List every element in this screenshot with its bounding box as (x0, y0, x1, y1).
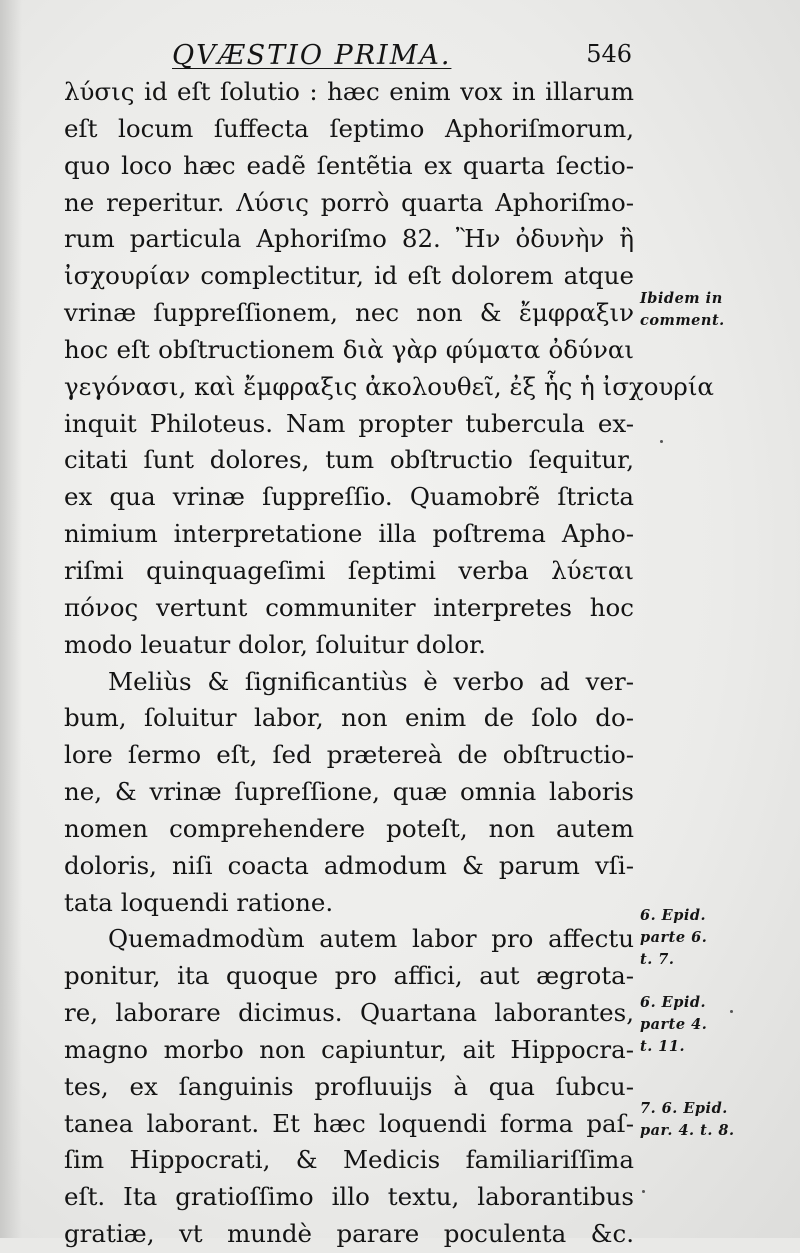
margin-note-line: 6. Epid. (640, 907, 707, 924)
margin-note-line: parte 4. (640, 1016, 708, 1033)
text-line: nimium interpretatione illa poſtrema Apho- (64, 519, 634, 549)
text-line: doloris, niſi coacta admodum & parum vſi- (64, 850, 634, 880)
text-line: tata loquendi ratione. (64, 887, 334, 917)
text-line: eſt. Ita gratioſſimo illo textu, laborantibus (64, 1182, 634, 1212)
text-line: quo loco hæc eadẽ ſentẽtia ex quarta ſectio- (64, 150, 634, 180)
text-line: magno morbo non capiuntur, ait Hippocra- (64, 1034, 634, 1064)
text-line: γεγόνασι, καὶ ἔμφραξις ἀκολουθεῖ, ἐξ ἧς ἡ ἰσχουρία (64, 371, 714, 401)
ink-speck (642, 1190, 645, 1193)
gutter-shadow (0, 0, 22, 1238)
margin-note-line: 6. Epid. (640, 994, 707, 1011)
text-line: vrinæ ſuppreſſionem, nec non & ἔμφραξιν (64, 298, 634, 328)
margin-note-line: 7. 6. Epid. (640, 1100, 728, 1117)
margin-note-line: comment. (640, 312, 725, 329)
margin-note (640, 992, 798, 1058)
text-line: πόνος vertunt communiter interpretes hoc (64, 592, 634, 622)
margin-note-line: t. 7. (640, 951, 675, 968)
paragraph-start-line: Meliùs & ſignificantiùs è verbo ad ver- (108, 666, 634, 696)
running-title: QVÆSTIO PRIMA. (172, 40, 452, 71)
text-line: ex qua vrinæ ſuppreſſio. Quamobrẽ ſtricta (64, 482, 634, 512)
text-line: citati ſunt dolores, tum obſtructio ſequitur, (64, 445, 634, 475)
margin-note (640, 1098, 798, 1142)
text-line: modo leuatur dolor, ſoluitur dolor. (64, 629, 486, 659)
margin-note-line: Ibidem in (640, 290, 723, 307)
text-line: tes, ex ſanguinis profluuijs à qua ſubcu- (64, 1071, 634, 1101)
text-line: lore ſermo eſt, ſed prætereà de obſtructio- (64, 740, 634, 770)
ink-speck (660, 440, 663, 443)
margin-note-line: par. 4. t. 8. (640, 1122, 735, 1139)
margin-note (640, 288, 798, 332)
text-line: bum, ſoluitur labor, non enim de ſolo do- (64, 703, 634, 733)
text-line: gratiæ, vt mundè parare poculenta &c. (64, 1219, 634, 1249)
text-line: ἰσχουρίαν complectitur, id eſt dolorem atque (64, 261, 634, 291)
text-line: riſmi quinquageſimi ſeptimi verba λύεται (64, 555, 634, 585)
margin-note-line: parte 6. (640, 929, 708, 946)
text-line: re, laborare dicimus. Quartana laborantes, (64, 998, 634, 1028)
text-line: ne, & vrinæ ſupreſſione, quæ omnia laboris (64, 777, 634, 807)
text-line: λύσις id eſt ſolutio : hæc enim vox in illarum (64, 77, 634, 106)
text-line: hoc eſt obſtructionem διὰ γὰρ φύματα ὀδύναι (64, 334, 634, 364)
text-line: eſt locum ſuffecta ſeptimo Aphoriſmorum, (64, 113, 634, 143)
text-line: inquit Philoteus. Nam propter tubercula ex- (64, 408, 634, 438)
text-line: rum particula Aphoriſmo 82. Ἢν ὀδυνὴν ἢ (64, 224, 634, 254)
margin-note (640, 905, 798, 971)
margin-note-line: t. 11. (640, 1038, 686, 1055)
text-line: nomen comprehendere poteſt, non autem (64, 813, 634, 843)
paragraph-start-line: Quemadmodùm autem labor pro affectu (108, 924, 634, 954)
ink-speck (730, 1010, 733, 1013)
page-number: 546 (586, 40, 632, 68)
text-line: ne reperitur. Λύσις porrò quarta Aphoriſmo- (64, 187, 634, 217)
text-line: ponitur, ita quoque pro affici, aut ægrota- (64, 961, 634, 991)
text-line: ſim Hippocrati, & Medicis familiariſſima (64, 1145, 634, 1175)
text-line: tanea laborant. Et hæc loquendi forma paſ- (64, 1108, 634, 1138)
